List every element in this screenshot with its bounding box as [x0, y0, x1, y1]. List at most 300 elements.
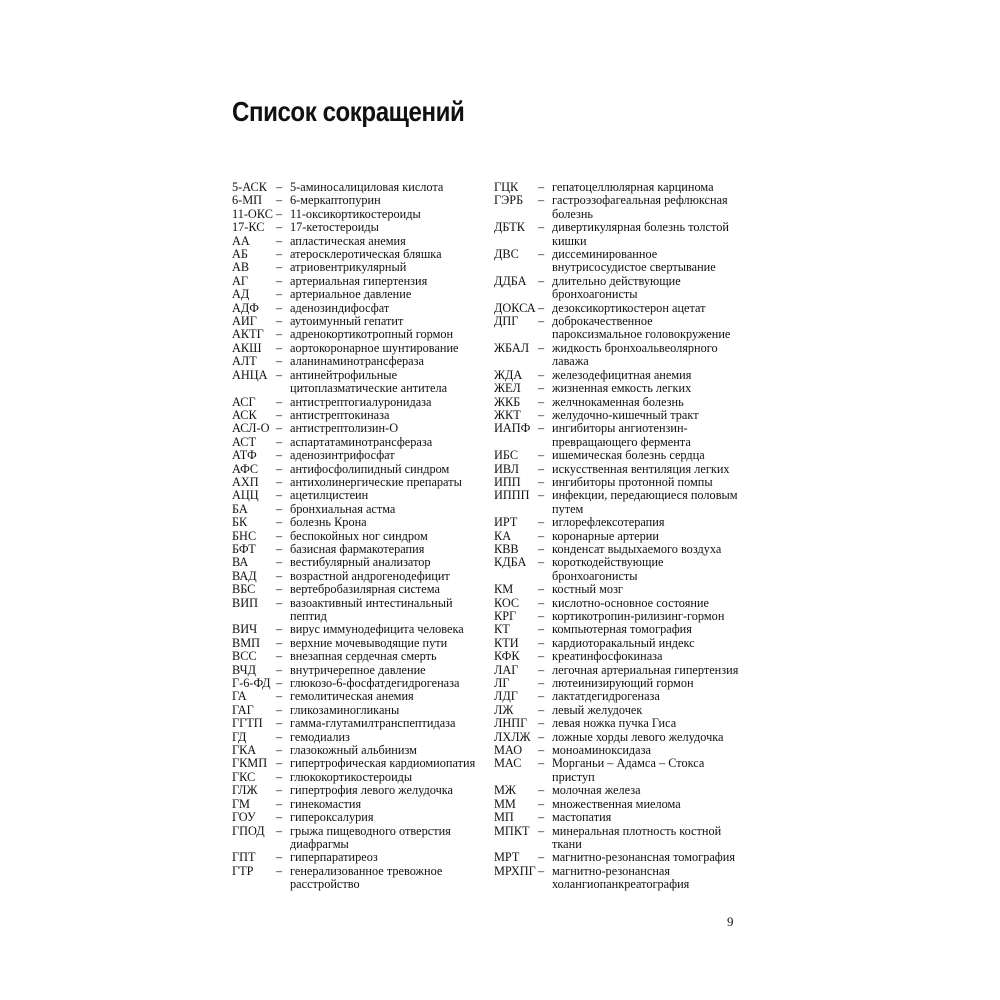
abbreviation-entry	[232, 342, 482, 355]
abbreviation: ГПТ	[232, 850, 256, 865]
abbreviation-definition: атриовентрикулярный	[290, 260, 407, 275]
dash-separator: –	[538, 622, 545, 637]
abbreviation: АД	[232, 287, 250, 302]
abbreviation: ГОУ	[232, 810, 256, 825]
abbreviation-entry	[494, 677, 744, 690]
abbreviation-definition: гемодиализ	[290, 729, 350, 744]
abbreviation-definition: внутричерепное давление	[290, 662, 426, 677]
dash-separator: –	[538, 367, 545, 382]
abbreviation: ИПП	[494, 474, 521, 489]
dash-separator: –	[276, 340, 283, 355]
abbreviation-entry	[494, 798, 744, 811]
abbreviation: ИРТ	[494, 515, 518, 530]
abbreviation-entry	[494, 369, 744, 382]
abbreviation-definition: гамма-глутамилтранспептидаза	[290, 716, 456, 731]
abbreviation-entry	[232, 194, 482, 207]
abbreviation-definition: коронарные артерии	[552, 528, 659, 543]
abbreviation-definition: инфекции, передающиеся половым путем	[552, 488, 738, 516]
abbreviation-entry	[232, 436, 482, 449]
dash-separator: –	[276, 743, 283, 758]
abbreviation: КФК	[494, 649, 520, 664]
dash-separator: –	[276, 273, 283, 288]
abbreviation-definition: искусственная вентиляция легких	[552, 461, 730, 476]
dash-separator: –	[276, 434, 283, 449]
dash-separator: –	[538, 220, 545, 235]
abbreviation-definition: беспокойных ног синдром	[290, 528, 428, 543]
abbreviation: ВАД	[232, 568, 257, 583]
dash-separator: –	[276, 783, 283, 798]
abbreviation: 17-КС	[232, 220, 265, 235]
abbreviation: АХП	[232, 474, 259, 489]
abbreviation-entry	[494, 342, 744, 369]
abbreviation: ГКМП	[232, 756, 268, 771]
abbreviation-entry	[232, 369, 482, 396]
abbreviation-definition: лактатдегидрогеназа	[552, 689, 660, 704]
abbreviation: МРХПГ	[494, 863, 536, 878]
dash-separator: –	[538, 635, 545, 650]
dash-separator: –	[276, 488, 283, 503]
abbreviation-entry	[232, 583, 482, 596]
abbreviation-definition: 5-аминосалициловая кислота	[290, 180, 444, 194]
abbreviation-definition: вестибулярный анализатор	[290, 555, 431, 570]
abbreviation: ГД	[232, 729, 247, 744]
page-number: 9	[727, 914, 734, 929]
abbreviation: ЖКБ	[494, 394, 521, 409]
abbreviation: ВСС	[232, 649, 257, 664]
dash-separator: –	[538, 729, 545, 744]
abbreviation-entry	[494, 690, 744, 703]
abbreviation-entry	[494, 396, 744, 409]
abbreviation: ДОКСА	[494, 300, 536, 315]
abbreviation-definition: гинекомастия	[290, 796, 362, 811]
dash-separator: –	[276, 729, 283, 744]
abbreviation: КРГ	[494, 609, 517, 623]
abbreviation: БФТ	[232, 541, 256, 556]
abbreviation-entry	[232, 355, 482, 368]
abbreviation-definition: жизненная емкость легких	[552, 381, 692, 396]
dash-separator: –	[276, 823, 283, 838]
abbreviation-entry	[494, 181, 744, 194]
abbreviation-definition: бронхиальная астма	[290, 501, 396, 516]
abbreviation-definition: желчнокаменная болезнь	[552, 394, 684, 409]
abbreviation-entry	[494, 449, 744, 462]
abbreviation-entry	[494, 637, 744, 650]
abbreviation: ГТР	[232, 863, 254, 878]
abbreviation-definition: ингибиторы ангиотензин-превращающего фермента	[552, 421, 691, 449]
abbreviation-entry	[494, 516, 744, 529]
abbreviation: ГКС	[232, 769, 256, 784]
abbreviation-definition: артериальная гипертензия	[290, 273, 428, 288]
dash-separator: –	[276, 622, 283, 637]
dash-separator: –	[538, 461, 545, 476]
abbreviation: ЛХЛЖ	[494, 729, 531, 744]
dash-separator: –	[276, 448, 283, 463]
abbreviation-entry	[494, 194, 744, 221]
abbreviation-definition: костный мозг	[552, 582, 623, 597]
dash-separator: –	[276, 568, 283, 583]
dash-separator: –	[538, 515, 545, 530]
abbreviation: ИБС	[494, 448, 519, 463]
dash-separator: –	[538, 676, 545, 691]
abbreviation-entry	[232, 704, 482, 717]
abbreviation-definition: аспартатаминотрансфераза	[290, 434, 433, 449]
abbreviation-entry	[494, 476, 744, 489]
dash-separator: –	[276, 716, 283, 731]
abbreviation-entry	[494, 664, 744, 677]
abbreviation-definition: артериальное давление	[290, 287, 412, 302]
dash-separator: –	[276, 367, 283, 382]
abbreviation-definition: компьютерная томография	[552, 622, 692, 637]
abbreviation-definition: антихолинергические препараты	[290, 474, 462, 489]
abbreviation-definition: аденозиндифосфат	[290, 300, 390, 315]
abbreviation: АЦЦ	[232, 488, 259, 503]
abbreviation-entry	[494, 610, 744, 623]
dash-separator: –	[276, 394, 283, 409]
abbreviation-definition: длительно действующие бронхоагонисты	[552, 273, 681, 302]
abbreviation-definition: антистрептокиназа	[290, 407, 390, 422]
abbreviation-list-right	[494, 181, 744, 892]
dash-separator: –	[276, 327, 283, 342]
dash-separator: –	[538, 716, 545, 731]
abbreviation-definition: желудочно-кишечный тракт	[552, 407, 699, 422]
abbreviation-definition: конденсат выдыхаемого воздуха	[552, 541, 722, 556]
abbreviation-definition: гипертрофия левого желудочка	[290, 783, 453, 798]
abbreviation-definition: моноаминоксидаза	[552, 743, 651, 758]
abbreviation: ВБС	[232, 582, 256, 597]
dash-separator: –	[538, 474, 545, 489]
abbreviation-definition: жидкость бронхоальвеолярного лаважа	[552, 340, 718, 369]
abbreviation-definition: ацетилцистеин	[290, 488, 369, 503]
abbreviation-definition: левый желудочек	[552, 702, 643, 717]
abbreviation-definition: короткодействующие бронхоагонисты	[552, 555, 664, 583]
abbreviation-definition: глазокожный альбинизм	[290, 743, 417, 758]
abbreviation: ИППП	[494, 488, 530, 503]
abbreviation-entry	[232, 623, 482, 636]
abbreviation-entry	[494, 422, 744, 449]
abbreviation-definition: адренокортикотропный гормон	[290, 327, 454, 342]
abbreviation-entry	[232, 570, 482, 583]
abbreviation-entry	[232, 208, 482, 221]
abbreviation-entry	[232, 463, 482, 476]
abbreviation-entry	[494, 315, 744, 342]
abbreviation-definition: гипероксалурия	[290, 810, 374, 825]
abbreviation-entry	[494, 757, 744, 784]
dash-separator: –	[538, 743, 545, 758]
abbreviation-entry	[232, 784, 482, 797]
abbreviation-definition: ингибиторы протонной помпы	[552, 474, 713, 489]
abbreviation-entry	[232, 637, 482, 650]
abbreviation: ЖБАЛ	[494, 340, 530, 355]
abbreviation-definition: генерализованное тревожное расстройство	[290, 863, 443, 892]
dash-separator: –	[538, 448, 545, 463]
dash-separator: –	[538, 863, 545, 878]
abbreviation: ГКА	[232, 743, 257, 758]
dash-separator: –	[538, 394, 545, 409]
dash-separator: –	[276, 863, 283, 878]
abbreviation-definition: дивертикулярная болезнь толстой кишки	[552, 220, 729, 248]
abbreviation-definition: 17-кетостероиды	[290, 220, 379, 235]
dash-separator: –	[276, 354, 283, 369]
abbreviation: ИАПФ	[494, 421, 531, 436]
abbreviation-definition: аденозинтрифосфат	[290, 448, 395, 463]
abbreviation-definition: глюкозо-6-фосфатдегидрогеназа	[290, 676, 460, 691]
page-title: Список сокращений	[232, 96, 465, 127]
abbreviation: АИГ	[232, 314, 257, 329]
abbreviation-entry	[232, 677, 482, 690]
abbreviation-definition: болезнь Крона	[290, 515, 367, 530]
abbreviation-entry	[232, 556, 482, 569]
abbreviation: КТ	[494, 622, 510, 637]
dash-separator: –	[276, 314, 283, 329]
abbreviation-definition: Морганьи – Адамса – Стокса приступ	[552, 756, 705, 784]
abbreviation: ГА	[232, 689, 247, 704]
abbreviation: ММ	[494, 796, 516, 811]
abbreviation: АСГ	[232, 394, 256, 409]
abbreviation-entry	[232, 248, 482, 261]
abbreviation-definition: апластическая анемия	[290, 233, 406, 248]
abbreviation-definition: диссеминированное внутрисосудистое свертывание	[552, 247, 716, 275]
abbreviation: АВ	[232, 260, 250, 275]
abbreviation: БНС	[232, 528, 257, 543]
dash-separator: –	[276, 595, 283, 610]
abbreviation-definition: глюкокортикостероиды	[290, 769, 413, 784]
abbreviation-entry	[232, 744, 482, 757]
dash-separator: –	[276, 676, 283, 691]
dash-separator: –	[538, 796, 545, 811]
abbreviation-entry	[232, 422, 482, 435]
abbreviation-definition: антистрептогиалуронидаза	[290, 394, 432, 409]
abbreviation-entry	[494, 409, 744, 422]
abbreviation-entry	[494, 650, 744, 663]
abbreviation-definition: железодефицитная анемия	[552, 367, 692, 382]
abbreviation-definition: гастроэзофагеальная рефлюксная болезнь	[552, 193, 728, 221]
dash-separator: –	[538, 649, 545, 664]
abbreviation-definition: атеросклеротическая бляшка	[290, 247, 442, 262]
dash-separator: –	[276, 756, 283, 771]
abbreviation: ВИП	[232, 595, 258, 610]
dash-separator: –	[538, 595, 545, 610]
abbreviation: АА	[232, 233, 250, 248]
abbreviation-entry	[232, 449, 482, 462]
abbreviation-definition: креатинфосфокиназа	[552, 649, 663, 664]
abbreviation: ВИЧ	[232, 622, 258, 637]
abbreviation: ГМ	[232, 796, 250, 811]
abbreviation: БА	[232, 501, 248, 516]
abbreviation-definition: 11-оксикортикостероиды	[290, 206, 421, 221]
dash-separator: –	[276, 206, 283, 221]
abbreviation-entry	[232, 315, 482, 328]
abbreviation-entry	[494, 530, 744, 543]
abbreviation-definition: аутоимунный гепатит	[290, 314, 404, 329]
dash-separator: –	[276, 662, 283, 677]
dash-separator: –	[538, 783, 545, 798]
dash-separator: –	[276, 635, 283, 650]
abbreviation-entry	[232, 235, 482, 248]
abbreviation-definition: грыжа пищеводного отверстия диафрагмы	[290, 823, 451, 851]
abbreviation-definition: внезапная сердечная смерть	[290, 649, 437, 664]
abbreviation: ЖЕЛ	[494, 381, 521, 396]
dash-separator: –	[276, 260, 283, 275]
dash-separator: –	[538, 609, 545, 623]
abbreviation: ИВЛ	[494, 461, 519, 476]
abbreviation-entry	[232, 690, 482, 703]
abbreviation-definition: лютеинизирующий гормон	[552, 676, 694, 691]
abbreviation-entry	[232, 261, 482, 274]
abbreviation-definition: ишемическая болезнь сердца	[552, 448, 705, 463]
dash-separator: –	[276, 796, 283, 811]
abbreviation-entry	[232, 798, 482, 811]
abbreviation-definition: вертебробазилярная система	[290, 582, 440, 597]
abbreviation: КВВ	[494, 541, 519, 556]
abbreviation-definition: гиперпаратиреоз	[290, 850, 378, 865]
abbreviation: АНЦА	[232, 367, 268, 382]
abbreviation-definition: базисная фармакотерапия	[290, 541, 425, 556]
dash-separator: –	[538, 193, 545, 208]
abbreviation-entry	[494, 583, 744, 596]
abbreviation: ДВС	[494, 247, 519, 262]
abbreviation: ВА	[232, 555, 249, 570]
dash-separator: –	[276, 287, 283, 302]
abbreviation: БК	[232, 515, 248, 530]
abbreviation: АКШ	[232, 340, 262, 355]
abbreviation-entry	[232, 489, 482, 502]
abbreviation-entry	[232, 302, 482, 315]
abbreviation-definition: дезоксикортикостерон ацетат	[552, 300, 706, 315]
abbreviation-entry	[232, 288, 482, 301]
abbreviation: ЛАГ	[494, 662, 519, 677]
abbreviation-definition: вазоактивный интестинальный пептид	[290, 595, 453, 623]
abbreviation-definition: ложные хорды левого желудочка	[552, 729, 724, 744]
dash-separator: –	[276, 407, 283, 422]
abbreviation-entry	[494, 784, 744, 797]
abbreviation: КОС	[494, 595, 520, 610]
abbreviation: ГПОД	[232, 823, 265, 838]
abbreviation-entry	[232, 516, 482, 529]
abbreviation-entry	[232, 664, 482, 677]
abbreviation: АГ	[232, 273, 248, 288]
abbreviation-entry	[494, 463, 744, 476]
abbreviation-definition: аланинаминотрансфераза	[290, 354, 424, 369]
dash-separator: –	[538, 689, 545, 704]
dash-separator: –	[276, 220, 283, 235]
abbreviation: АСК	[232, 407, 257, 422]
dash-separator: –	[538, 756, 545, 771]
dash-separator: –	[538, 381, 545, 396]
abbreviation: МАО	[494, 743, 523, 758]
abbreviation-definition: гепатоцеллюлярная карцинома	[552, 180, 714, 194]
abbreviation-definition: гипертрофическая кардиомиопатия	[290, 756, 476, 771]
abbreviation-definition: иглорефлексотерапия	[552, 515, 665, 530]
dash-separator: –	[538, 314, 545, 329]
abbreviation-definition: 6-меркаптопурин	[290, 193, 381, 208]
abbreviation: ЖДА	[494, 367, 523, 382]
dash-separator: –	[276, 555, 283, 570]
abbreviation: ВМП	[232, 635, 261, 650]
abbreviation: МРТ	[494, 850, 520, 865]
abbreviation: АЛТ	[232, 354, 257, 369]
abbreviation: 6-МП	[232, 193, 263, 208]
dash-separator: –	[276, 501, 283, 516]
dash-separator: –	[538, 340, 545, 355]
dash-separator: –	[538, 702, 545, 717]
abbreviation-entry	[494, 275, 744, 302]
dash-separator: –	[538, 180, 545, 194]
abbreviation-entry	[494, 556, 744, 583]
abbreviation: ГАГ	[232, 702, 254, 717]
abbreviation-entry	[494, 221, 744, 248]
abbreviation-list-left	[232, 181, 482, 892]
abbreviation: ЛГ	[494, 676, 510, 691]
dash-separator: –	[276, 461, 283, 476]
abbreviation-entry	[494, 302, 744, 315]
dash-separator: –	[538, 528, 545, 543]
abbreviation-entry	[494, 825, 744, 852]
abbreviation-definition: легочная артериальная гипертензия	[552, 662, 739, 677]
dash-separator: –	[276, 180, 283, 194]
abbreviation-definition: кардиоторакальный индекс	[552, 635, 695, 650]
abbreviation: МЖ	[494, 783, 516, 798]
abbreviation-definition: доброкачественное пароксизмальное головокружение	[552, 314, 731, 342]
abbreviation-definition: антинейтрофильные цитоплазматические антитела	[290, 367, 448, 396]
dash-separator: –	[276, 528, 283, 543]
abbreviation: ЖКТ	[494, 407, 521, 422]
abbreviation-definition: кислотно-основное состояние	[552, 595, 709, 610]
dash-separator: –	[538, 273, 545, 288]
abbreviation: ЛНПГ	[494, 716, 528, 731]
abbreviation-entry	[494, 248, 744, 275]
abbreviation-entry	[232, 328, 482, 341]
dash-separator: –	[538, 582, 545, 597]
abbreviation-entry	[232, 409, 482, 422]
abbreviation: КТИ	[494, 635, 519, 650]
abbreviation: ГЦК	[494, 180, 519, 194]
abbreviation-entry	[232, 771, 482, 784]
dash-separator: –	[276, 810, 283, 825]
abbreviation-entry	[232, 825, 482, 852]
abbreviation-entry	[232, 865, 482, 892]
abbreviation-definition: кортикотропин-рилизинг-гормон	[552, 609, 725, 623]
abbreviation-entry	[232, 530, 482, 543]
abbreviation: КА	[494, 528, 512, 543]
abbreviation-entry	[232, 811, 482, 824]
abbreviation: АДФ	[232, 300, 259, 315]
abbreviation: КМ	[494, 582, 514, 597]
abbreviation-entry	[232, 650, 482, 663]
abbreviation-entry	[494, 744, 744, 757]
abbreviation-entry	[232, 731, 482, 744]
dash-separator: –	[538, 541, 545, 556]
abbreviation-entry	[494, 811, 744, 824]
dash-separator: –	[276, 702, 283, 717]
abbreviation-entry	[232, 181, 482, 194]
abbreviation-entry	[232, 275, 482, 288]
dash-separator: –	[276, 649, 283, 664]
abbreviation: АБ	[232, 247, 248, 262]
abbreviation-entry	[494, 704, 744, 717]
abbreviation: ЛДГ	[494, 689, 518, 704]
dash-separator: –	[276, 474, 283, 489]
dash-separator: –	[538, 823, 545, 838]
abbreviation-definition: минеральная плотность костной ткани	[552, 823, 722, 851]
abbreviation: Г-6-ФД	[232, 676, 271, 691]
abbreviation-entry	[494, 717, 744, 730]
abbreviation-definition: аортокоронарное шунтирование	[290, 340, 459, 355]
dash-separator: –	[276, 421, 283, 436]
abbreviation-entry	[232, 476, 482, 489]
abbreviation: 5-АСК	[232, 180, 267, 194]
dash-separator: –	[276, 689, 283, 704]
abbreviation-definition: антифосфолипидный синдром	[290, 461, 450, 476]
